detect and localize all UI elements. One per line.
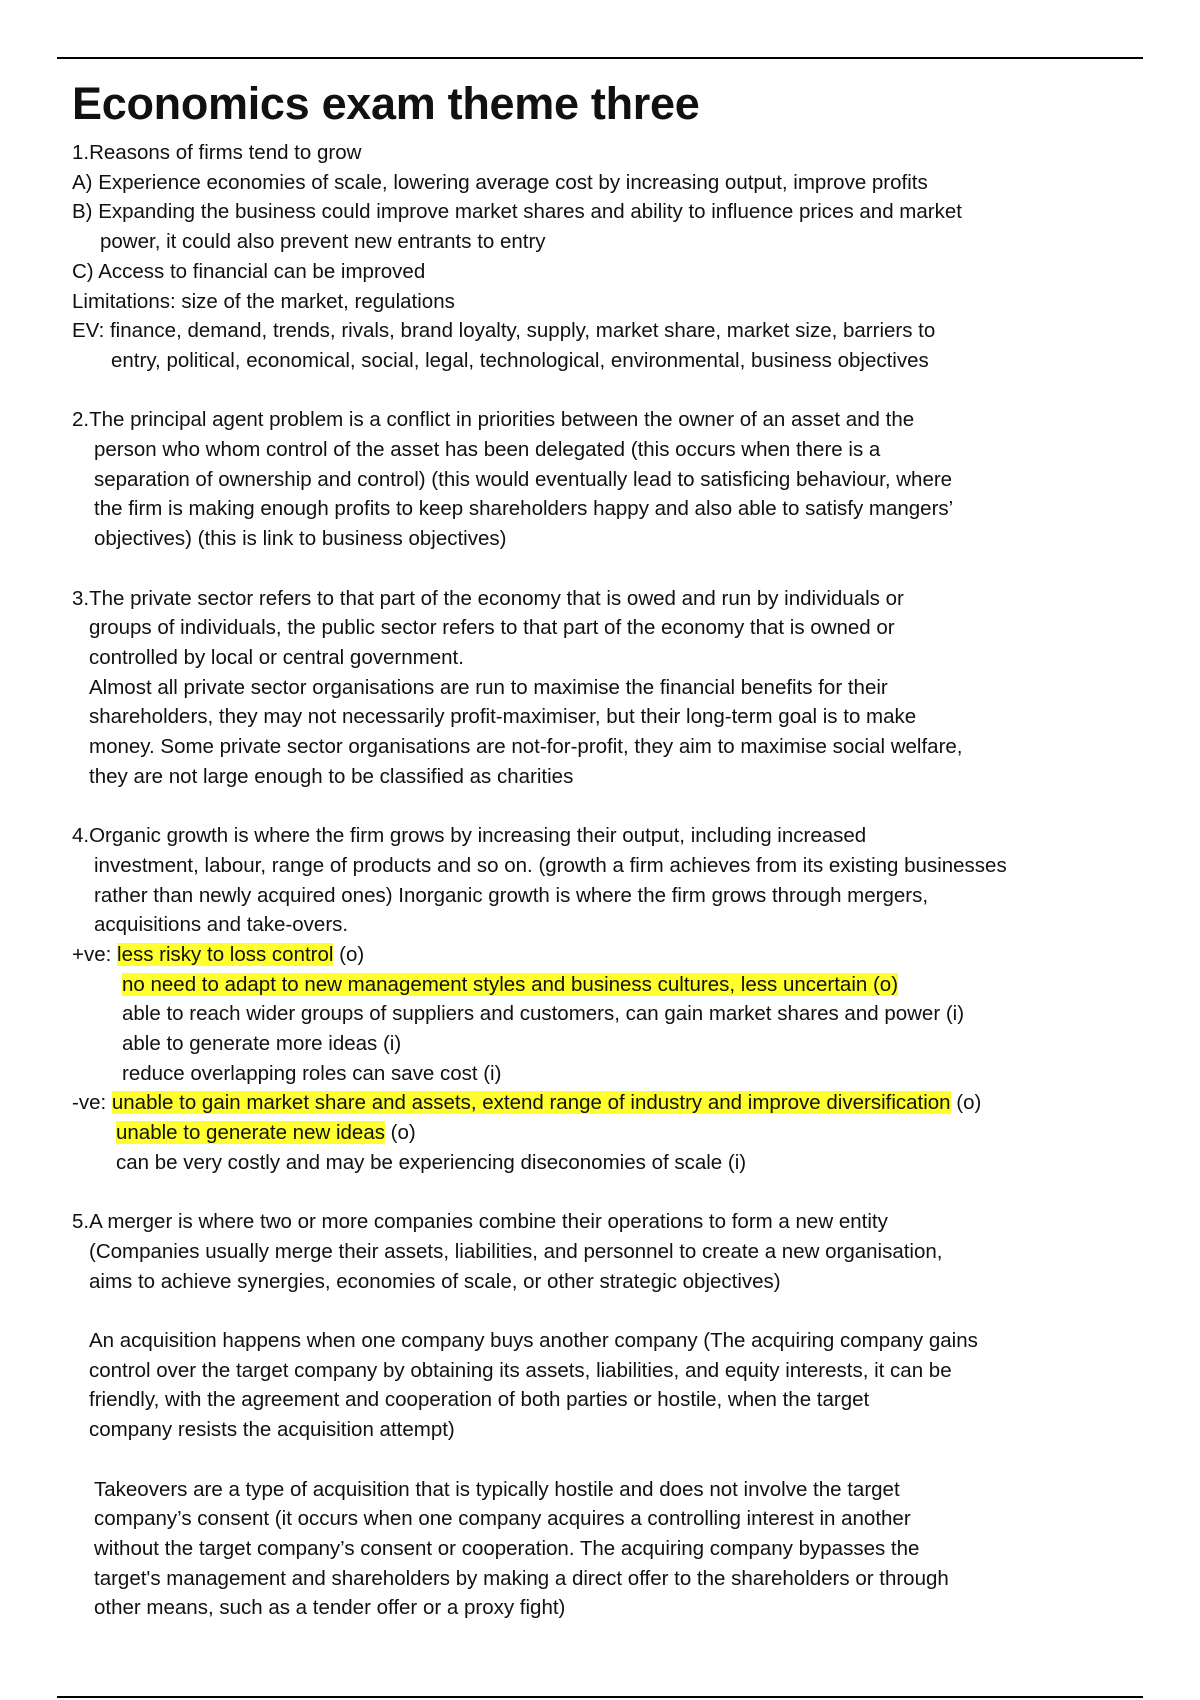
- paragraph-line: aims to achieve synergies, economies of scale, or other strategic objectives): [89, 1269, 781, 1293]
- positive-item: able to reach wider groups of suppliers and customers, can gain market shares and power (i): [122, 1002, 965, 1026]
- section-organic-inorganic-growth: [72, 821, 1112, 1177]
- paragraph-line: without the target company’s consent or cooperation. The acquiring company bypasses the: [94, 1536, 920, 1560]
- negative-tag: (o): [384, 1121, 416, 1145]
- section-acquisition: [72, 1326, 1112, 1445]
- blank-line: [72, 376, 1112, 406]
- document-body: [72, 138, 1112, 1623]
- positive-item: able to generate more ideas (i): [122, 1032, 402, 1056]
- blank-line: [72, 791, 1112, 821]
- blank-line: [72, 554, 1112, 584]
- section-reasons-firms-grow: [72, 138, 1112, 376]
- header-rule: [57, 57, 1143, 59]
- evaluation-cont: entry, political, economical, social, legal, technological, environmental, business objectives: [111, 348, 929, 372]
- paragraph-line: (Companies usually merge their assets, liabilities, and personnel to create a new organisation,: [89, 1239, 943, 1263]
- blank-line: [72, 1178, 1112, 1208]
- negatives-line: [72, 1088, 1112, 1118]
- paragraph-line: the firm is making enough profits to keep shareholders happy and also able to satisfy mangers’: [94, 497, 954, 521]
- negative-item: can be very costly and may be experiencing diseconomies of scale (i): [116, 1150, 747, 1174]
- paragraph-line: acquisitions and take-overs.: [94, 913, 349, 937]
- section-merger: [72, 1207, 1112, 1296]
- blank-line: [72, 1296, 1112, 1326]
- paragraph-line: other means, such as a tender offer or a proxy fight): [94, 1596, 566, 1620]
- paragraph-line: Takeovers are a type of acquisition that is typically hostile and does not involve the target: [94, 1477, 900, 1501]
- negative-tag: (o): [950, 1091, 982, 1115]
- paragraph-line: company resists the acquisition attempt): [89, 1418, 455, 1442]
- paragraph-line: 5.A merger is where two or more companies combine their operations to form a new entity: [72, 1210, 888, 1234]
- paragraph-line: shareholders, they may not necessarily profit-maximiser, but their long-term goal is to make: [89, 705, 917, 729]
- section-private-public-sector: [72, 584, 1112, 792]
- limitations: Limitations: size of the market, regulations: [72, 289, 455, 313]
- document-title: Economics exam theme three: [72, 78, 700, 129]
- paragraph-line: friendly, with the agreement and cooperation of both parties or hostile, when the target: [89, 1388, 870, 1412]
- highlighted-text: unable to generate new ideas: [116, 1121, 385, 1145]
- paragraph-line: An acquisition happens when one company buys another company (The acquiring company gains: [89, 1329, 978, 1353]
- paragraph-line: control over the target company by obtaining its assets, liabilities, and equity interests, it can be: [89, 1358, 952, 1382]
- footer-rule: [57, 1696, 1143, 1698]
- blank-line: [72, 1445, 1112, 1475]
- paragraph-line: objectives) (this is link to business objectives): [94, 527, 507, 551]
- positive-item: [72, 970, 1112, 1000]
- highlighted-text: unable to gain market share and assets, extend range of industry and improve diversification: [111, 1091, 951, 1115]
- paragraph-line: investment, labour, range of products and so on. (growth a firm achieves from its existing businesses: [94, 853, 1007, 877]
- negatives-prefix: -ve:: [72, 1091, 112, 1115]
- paragraph-line: separation of ownership and control) (this would eventually lead to satisficing behaviour, where: [94, 467, 953, 491]
- reason-b-cont: power, it could also prevent new entrants to entry: [100, 230, 546, 254]
- paragraph-line: they are not large enough to be classified as charities: [89, 764, 574, 788]
- section-heading: 1.Reasons of firms tend to grow: [72, 141, 362, 164]
- paragraph-line: rather than newly acquired ones) Inorganic growth is where the firm grows through mergers,: [94, 883, 929, 907]
- positives-line: [72, 940, 1112, 970]
- paragraph-line: controlled by local or central government.: [89, 645, 464, 669]
- section-principal-agent: [72, 405, 1112, 554]
- paragraph-line: 4.Organic growth is where the firm grows by increasing their output, including increased: [72, 824, 867, 848]
- paragraph-line: groups of individuals, the public sector refers to that part of the economy that is owned or: [89, 616, 895, 640]
- reason-a: A) Experience economies of scale, lowering average cost by increasing output, improve profits: [72, 170, 928, 194]
- paragraph-line: person who whom control of the asset has been delegated (this occurs when there is a: [94, 438, 881, 462]
- positive-tag: (o): [333, 942, 365, 966]
- reason-b: B) Expanding the business could improve market shares and ability to influence prices and market: [72, 200, 962, 224]
- evaluation: EV: finance, demand, trends, rivals, brand loyalty, supply, market share, market size, barriers to: [72, 319, 936, 343]
- paragraph-line: Almost all private sector organisations are run to maximise the financial benefits for their: [89, 675, 888, 699]
- paragraph-line: target's management and shareholders by making a direct offer to the shareholders or through: [94, 1566, 949, 1590]
- paragraph-line: money. Some private sector organisations are not-for-profit, they aim to maximise social welfare,: [89, 735, 963, 759]
- highlighted-text: less risky to loss control: [117, 942, 334, 966]
- paragraph-line: 2.The principal agent problem is a conflict in priorities between the owner of an asset and the: [72, 408, 915, 432]
- negative-item: [72, 1118, 1112, 1148]
- highlighted-text: no need to adapt to new management styles and business cultures, less uncertain (o): [122, 972, 899, 996]
- reason-c: C) Access to financial can be improved: [72, 259, 426, 283]
- positives-prefix: +ve:: [72, 942, 118, 966]
- paragraph-line: company’s consent (it occurs when one company acquires a controlling interest in another: [94, 1507, 911, 1531]
- section-takeover: [72, 1475, 1112, 1624]
- paragraph-line: 3.The private sector refers to that part of the economy that is owed and run by individuals or: [72, 586, 904, 610]
- positive-item: reduce overlapping roles can save cost (i): [122, 1061, 502, 1085]
